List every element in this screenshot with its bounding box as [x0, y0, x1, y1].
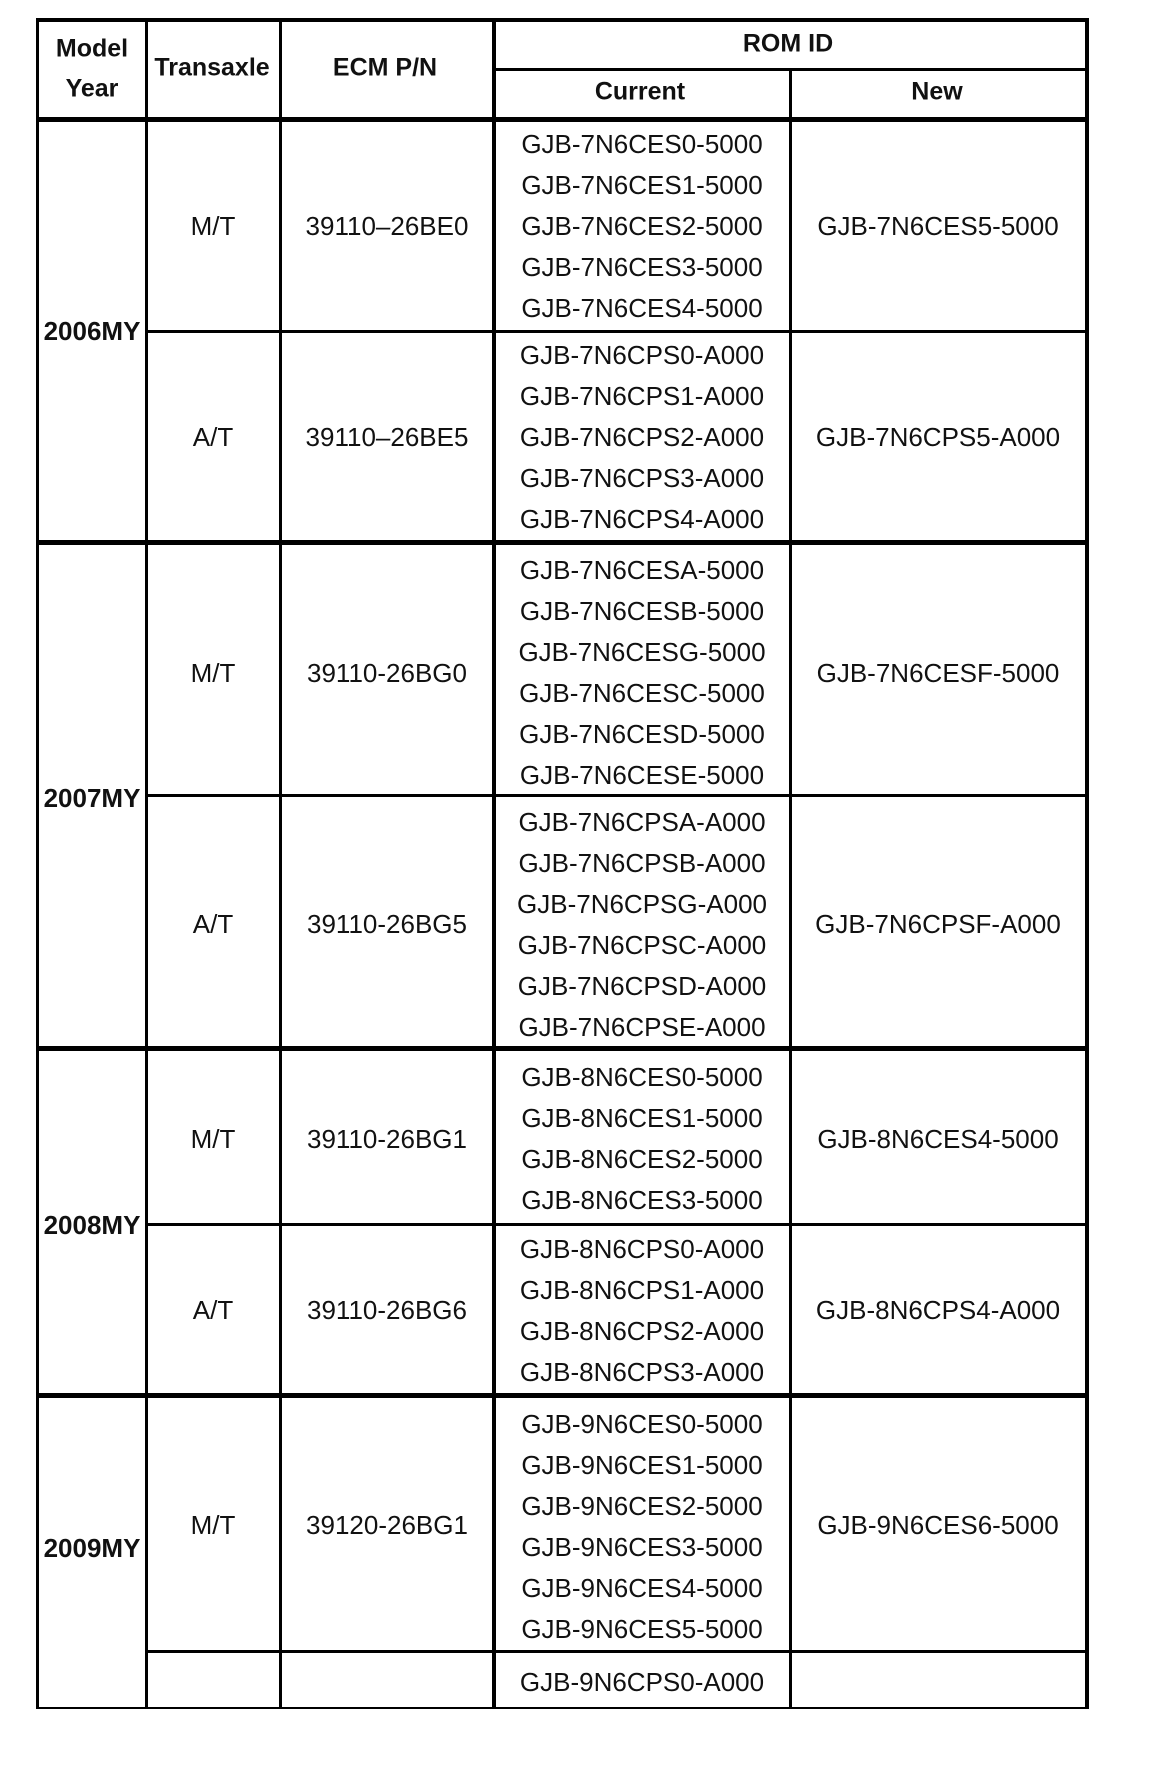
col-divider-1 [145, 18, 148, 1708]
current-rom-id: GJB-7N6CPSC-A000 [517, 930, 767, 960]
header-model-year-line1: Model [55, 34, 129, 63]
current-rom-id: GJB-7N6CPS0-A000 [519, 340, 765, 370]
current-rom-id: GJB-9N6CES3-5000 [521, 1532, 763, 1562]
transaxle-cell: A/T [192, 1295, 234, 1325]
subrow-divider [146, 1650, 1087, 1653]
current-rom-id: GJB-8N6CES2-5000 [521, 1144, 763, 1174]
header-rom-id: ROM ID [742, 29, 834, 58]
ecm-pn-cell: 39110–26BE0 [305, 211, 469, 241]
current-rom-id: GJB-7N6CPSB-A000 [518, 848, 766, 878]
current-rom-id: GJB-7N6CPS3-A000 [519, 463, 765, 493]
current-rom-id: GJB-7N6CPSD-A000 [517, 971, 767, 1001]
new-rom-id-cell: GJB-7N6CES5-5000 [817, 211, 1059, 241]
current-rom-id: GJB-8N6CES1-5000 [521, 1103, 763, 1133]
current-rom-id: GJB-9N6CES0-5000 [521, 1409, 763, 1439]
ecm-pn-cell: 39120-26BG1 [306, 1510, 468, 1540]
group-divider [36, 1393, 1089, 1398]
model-year-cell: 2007MY [43, 783, 141, 813]
table-border-left [36, 18, 39, 1708]
transaxle-cell: A/T [192, 909, 234, 939]
table-border-right [1085, 18, 1089, 1708]
current-rom-id: GJB-8N6CPS0-A000 [519, 1234, 765, 1264]
col-divider-4 [789, 68, 792, 1708]
header-new: New [911, 77, 963, 106]
header-current: Current [594, 77, 686, 106]
current-rom-id: GJB-7N6CPS1-A000 [519, 381, 765, 411]
col-divider-2 [279, 18, 282, 1708]
current-rom-id: GJB-9N6CPS0-A000 [519, 1667, 765, 1697]
current-rom-id: GJB-7N6CES2-5000 [521, 211, 763, 241]
current-rom-id: GJB-7N6CES1-5000 [521, 170, 763, 200]
new-rom-id-cell: GJB-9N6CES6-5000 [817, 1510, 1059, 1540]
ecm-pn-cell: 39110–26BE5 [305, 422, 469, 452]
current-rom-id: GJB-8N6CES3-5000 [521, 1185, 763, 1215]
group-divider [36, 1046, 1089, 1051]
current-rom-id: GJB-7N6CES4-5000 [521, 293, 763, 323]
current-rom-id: GJB-7N6CPSA-A000 [518, 807, 766, 837]
subrow-divider [146, 794, 1087, 797]
current-rom-id: GJB-7N6CPS2-A000 [519, 422, 765, 452]
current-rom-id: GJB-9N6CES1-5000 [521, 1450, 763, 1480]
group-divider [36, 540, 1089, 545]
new-rom-id-cell: GJB-7N6CPSF-A000 [815, 909, 1061, 939]
current-rom-id: GJB-7N6CPS4-A000 [519, 504, 765, 534]
current-rom-id: GJB-7N6CPSG-A000 [517, 889, 767, 919]
ecm-pn-cell: 39110-26BG0 [307, 658, 467, 688]
current-rom-id: GJB-8N6CES0-5000 [521, 1062, 763, 1092]
header-transaxle: Transaxle [154, 53, 270, 82]
transaxle-cell: M/T [190, 658, 236, 688]
current-rom-id: GJB-7N6CESB-5000 [519, 596, 765, 626]
current-rom-id: GJB-9N6CES2-5000 [521, 1491, 763, 1521]
current-rom-id: GJB-7N6CESE-5000 [519, 760, 765, 790]
header-bottom-line [36, 117, 1089, 122]
transaxle-cell: A/T [192, 422, 234, 452]
current-rom-id: GJB-7N6CESA-5000 [519, 555, 765, 585]
table-border-top [36, 18, 1089, 22]
current-rom-id: GJB-7N6CESD-5000 [519, 719, 765, 749]
new-rom-id-cell: GJB-7N6CESF-5000 [816, 658, 1060, 688]
current-rom-id: GJB-7N6CESG-5000 [518, 637, 766, 667]
current-rom-id: GJB-9N6CES4-5000 [521, 1573, 763, 1603]
current-rom-id: GJB-8N6CPS1-A000 [519, 1275, 765, 1305]
header-ecm-pn: ECM P/N [332, 53, 438, 82]
subrow-divider [146, 1223, 1087, 1226]
new-rom-id-cell: GJB-7N6CPS5-A000 [815, 422, 1061, 452]
current-rom-id: GJB-7N6CESC-5000 [519, 678, 765, 708]
current-rom-id: GJB-7N6CES0-5000 [521, 129, 763, 159]
current-rom-id: GJB-7N6CPSE-A000 [518, 1012, 766, 1042]
ecm-pn-cell: 39110-26BG1 [307, 1124, 467, 1154]
transaxle-cell: M/T [190, 1124, 236, 1154]
ecm-pn-cell: 39110-26BG5 [307, 909, 467, 939]
transaxle-cell: M/T [190, 211, 236, 241]
header-model-year-line2: Year [65, 74, 119, 103]
current-rom-id: GJB-8N6CPS2-A000 [519, 1316, 765, 1346]
new-rom-id-cell: GJB-8N6CPS4-A000 [815, 1295, 1061, 1325]
subrow-divider [146, 330, 1087, 333]
current-rom-id: GJB-9N6CES5-5000 [521, 1614, 763, 1644]
transaxle-cell: M/T [190, 1510, 236, 1540]
table-border-bottom [36, 1707, 1089, 1709]
new-rom-id-cell: GJB-8N6CES4-5000 [817, 1124, 1059, 1154]
model-year-cell: 2008MY [43, 1210, 141, 1240]
current-rom-id: GJB-7N6CES3-5000 [521, 252, 763, 282]
model-year-cell: 2009MY [43, 1533, 141, 1563]
ecm-pn-cell: 39110-26BG6 [307, 1295, 467, 1325]
col-divider-3 [492, 18, 496, 1708]
model-year-cell: 2006MY [43, 316, 141, 346]
rom-id-sub-divider [494, 68, 1087, 71]
current-rom-id: GJB-8N6CPS3-A000 [519, 1357, 765, 1387]
